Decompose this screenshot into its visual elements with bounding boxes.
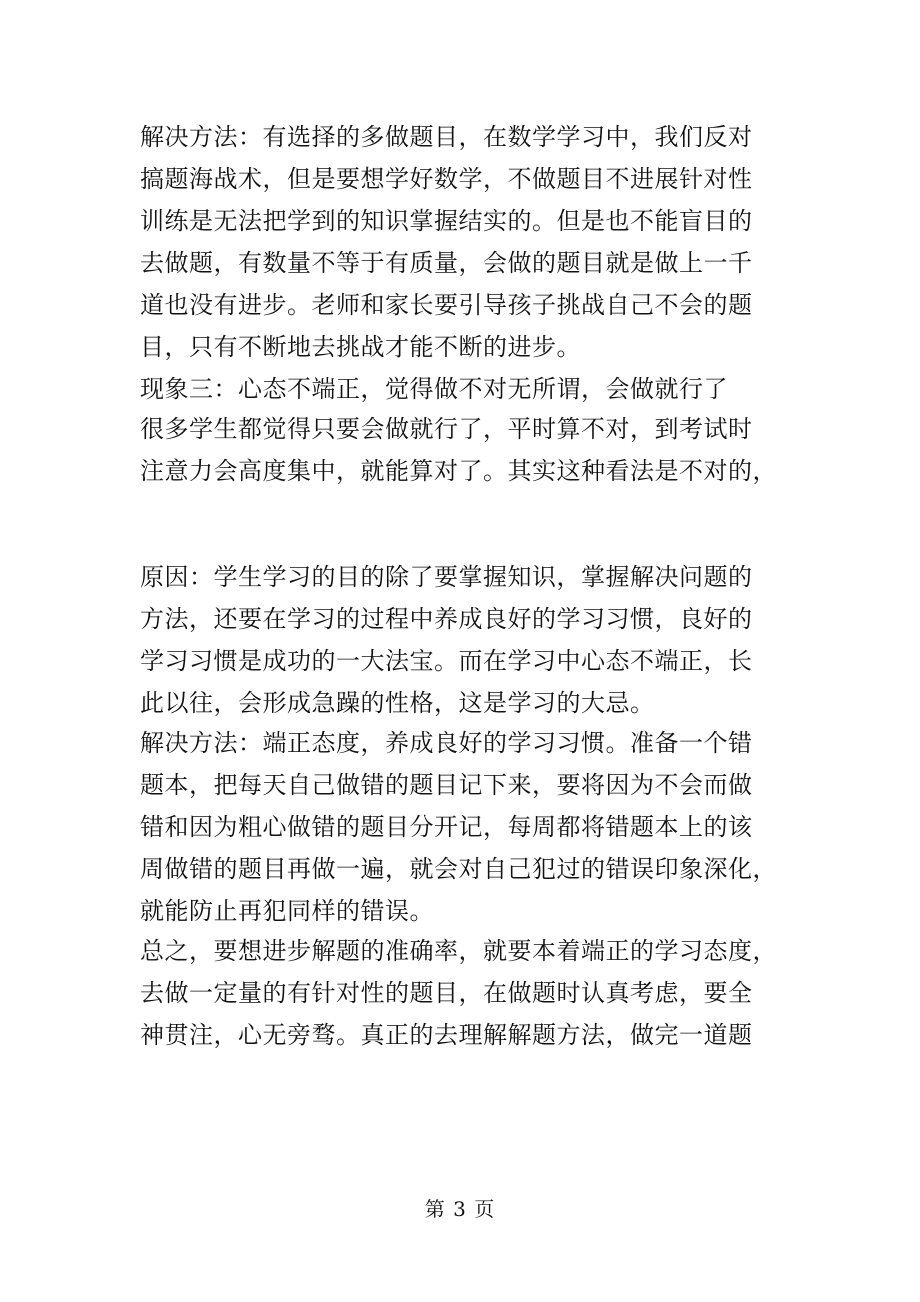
text-line: 题本，把每天自己做错的题目记下来，要将因为不会而做 <box>140 771 753 799</box>
text-line: 神贯注，心无旁骛。真正的去理解解题方法，做完一道题 <box>140 1021 753 1049</box>
text-line: 此以往，会形成急躁的性格，这是学习的大忌。 <box>140 689 655 717</box>
text-line: 很多学生都觉得只要会做就行了，平时算不对，到考试时 <box>140 415 753 443</box>
text-line: 方法，还要在学习的过程中养成良好的学习习惯，良好的 <box>140 605 753 633</box>
text-line: 周做错的题目再做一遍，就会对自己犯过的错误印象深化， <box>140 855 777 883</box>
text-line: 学习习惯是成功的一大法宝。而在学习中心态不端正，长 <box>140 647 753 675</box>
page-number: 第 3 页 <box>424 1197 496 1221</box>
text-line: 解决方法：端正态度，养成良好的学习习惯。准备一个错 <box>140 729 753 757</box>
text-line: 注意力会高度集中，就能算对了。其实这种看法是不对的， <box>140 457 777 485</box>
text-line: 原因：学生学习的目的除了要掌握知识，掌握解决问题的 <box>140 563 753 591</box>
text-line: 就能防止再犯同样的错误。 <box>140 897 434 925</box>
text-line: 目，只有不断地去挑战才能不断的进步。 <box>140 333 581 361</box>
text-line: 搞题海战术，但是要想学好数学，不做题目不进展针对性 <box>140 165 753 193</box>
text-line: 去做题，有数量不等于有质量，会做的题目就是做上一千 <box>140 249 753 277</box>
text-line: 解决方法：有选择的多做题目，在数学学习中，我们反对 <box>140 123 753 151</box>
section-heading: 现象三：心态不端正，觉得做不对无所谓，会做就行了 <box>140 375 728 403</box>
text-line: 道也没有进步。老师和家长要引导孩子挑战自己不会的题 <box>140 291 753 319</box>
text-line: 训练是无法把学到的知识掌握结实的。但是也不能盲目的 <box>140 207 753 235</box>
text-line: 错和因为粗心做错的题目分开记，每周都将错题本上的该 <box>140 813 753 841</box>
text-line: 总之，要想进步解题的准确率，就要本着端正的学习态度， <box>140 937 777 965</box>
text-line: 去做一定量的有针对性的题目，在做题时认真考虑，要全 <box>140 979 753 1007</box>
